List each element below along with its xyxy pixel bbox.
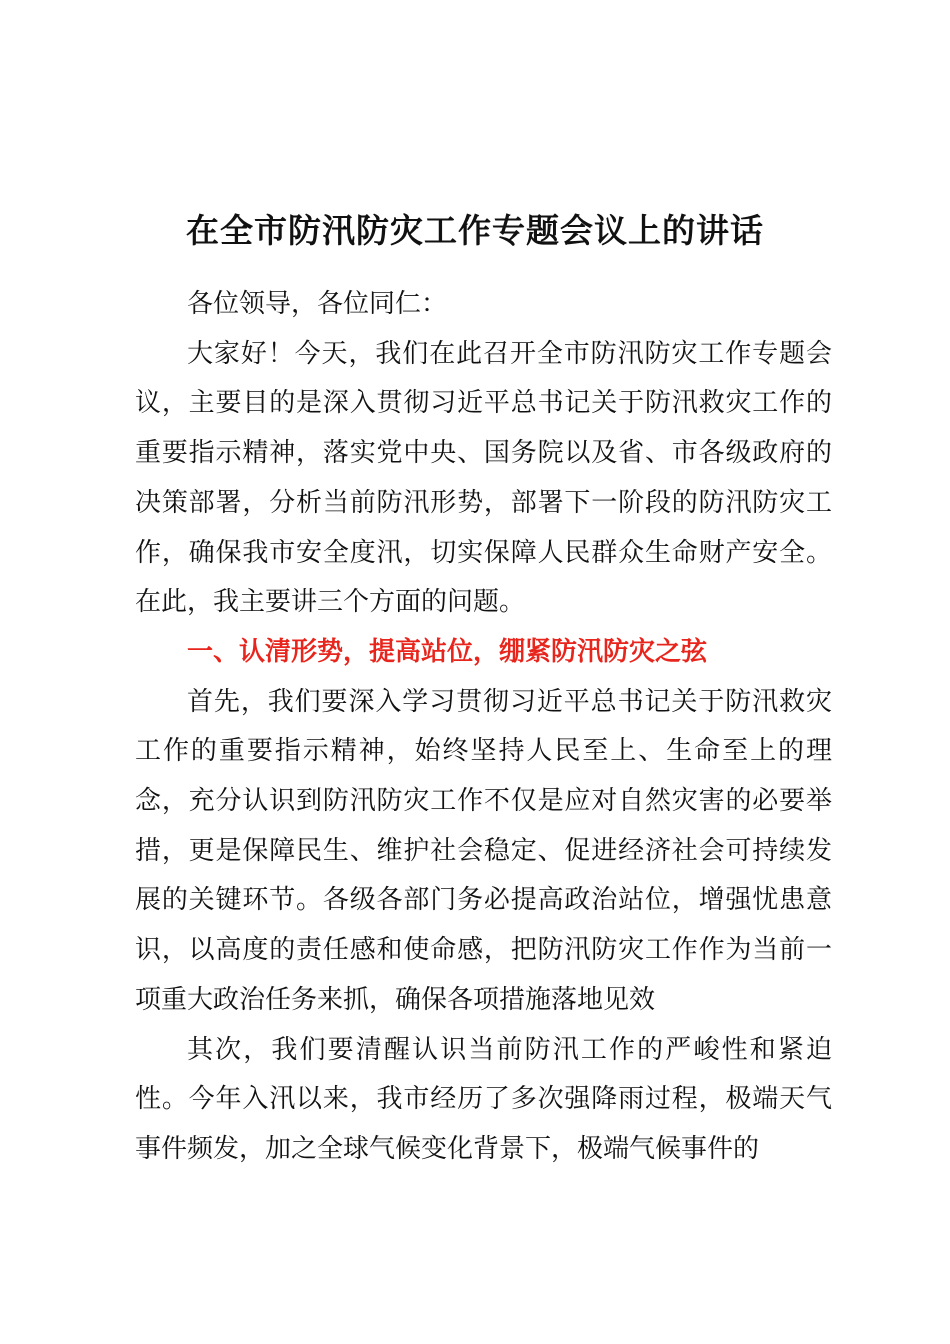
paragraph-second: 其次，我们要清醒认识当前防汛工作的严峻性和紧迫性。今年入汛以来，我市经历了多次强降雨过程，极端天气事件频发，加之全球气候变化背景下，极端气候事件的 [135, 1034, 832, 1164]
salutation: 各位领导，各位同仁： [187, 289, 448, 319]
paragraph-opening: 大家好！今天，我们在此召开全市防汛防灾工作专题会议，主要目的是深入贯彻习近平总书记关于防汛救灾工作的重要指示精神，落实党中央、国务院以及省、市各级政府的决策部署，分析当前防汛形势，部署下一阶段的防汛防灾工作，确保我市安全度汛，切实保障人民群众生命财产安全。在此，我主要讲三个方面的问题。 [135, 338, 832, 618]
document-body [135, 280, 832, 1175]
document-title: 在全市防汛防灾工作专题会议上的讲话 [186, 211, 764, 250]
section-heading: 一、认清形势，提高站位，绷紧防汛防灾之弦 [187, 636, 708, 667]
paragraph-first: 首先，我们要深入学习贯彻习近平总书记关于防汛救灾工作的重要指示精神，始终坚持人民至上、生命至上的理念，充分认识到防汛防灾工作不仅是应对自然灾害的必要举措，更是保障民生、维护社会稳定、促进经济社会可持续发展的关键环节。各级各部门务必提高政治站位，增强忧患意识，以高度的责任感和使命感，把防汛防灾工作作为当前一项重大政治任务来抓，确保各项措施落地见效 [135, 686, 832, 1015]
